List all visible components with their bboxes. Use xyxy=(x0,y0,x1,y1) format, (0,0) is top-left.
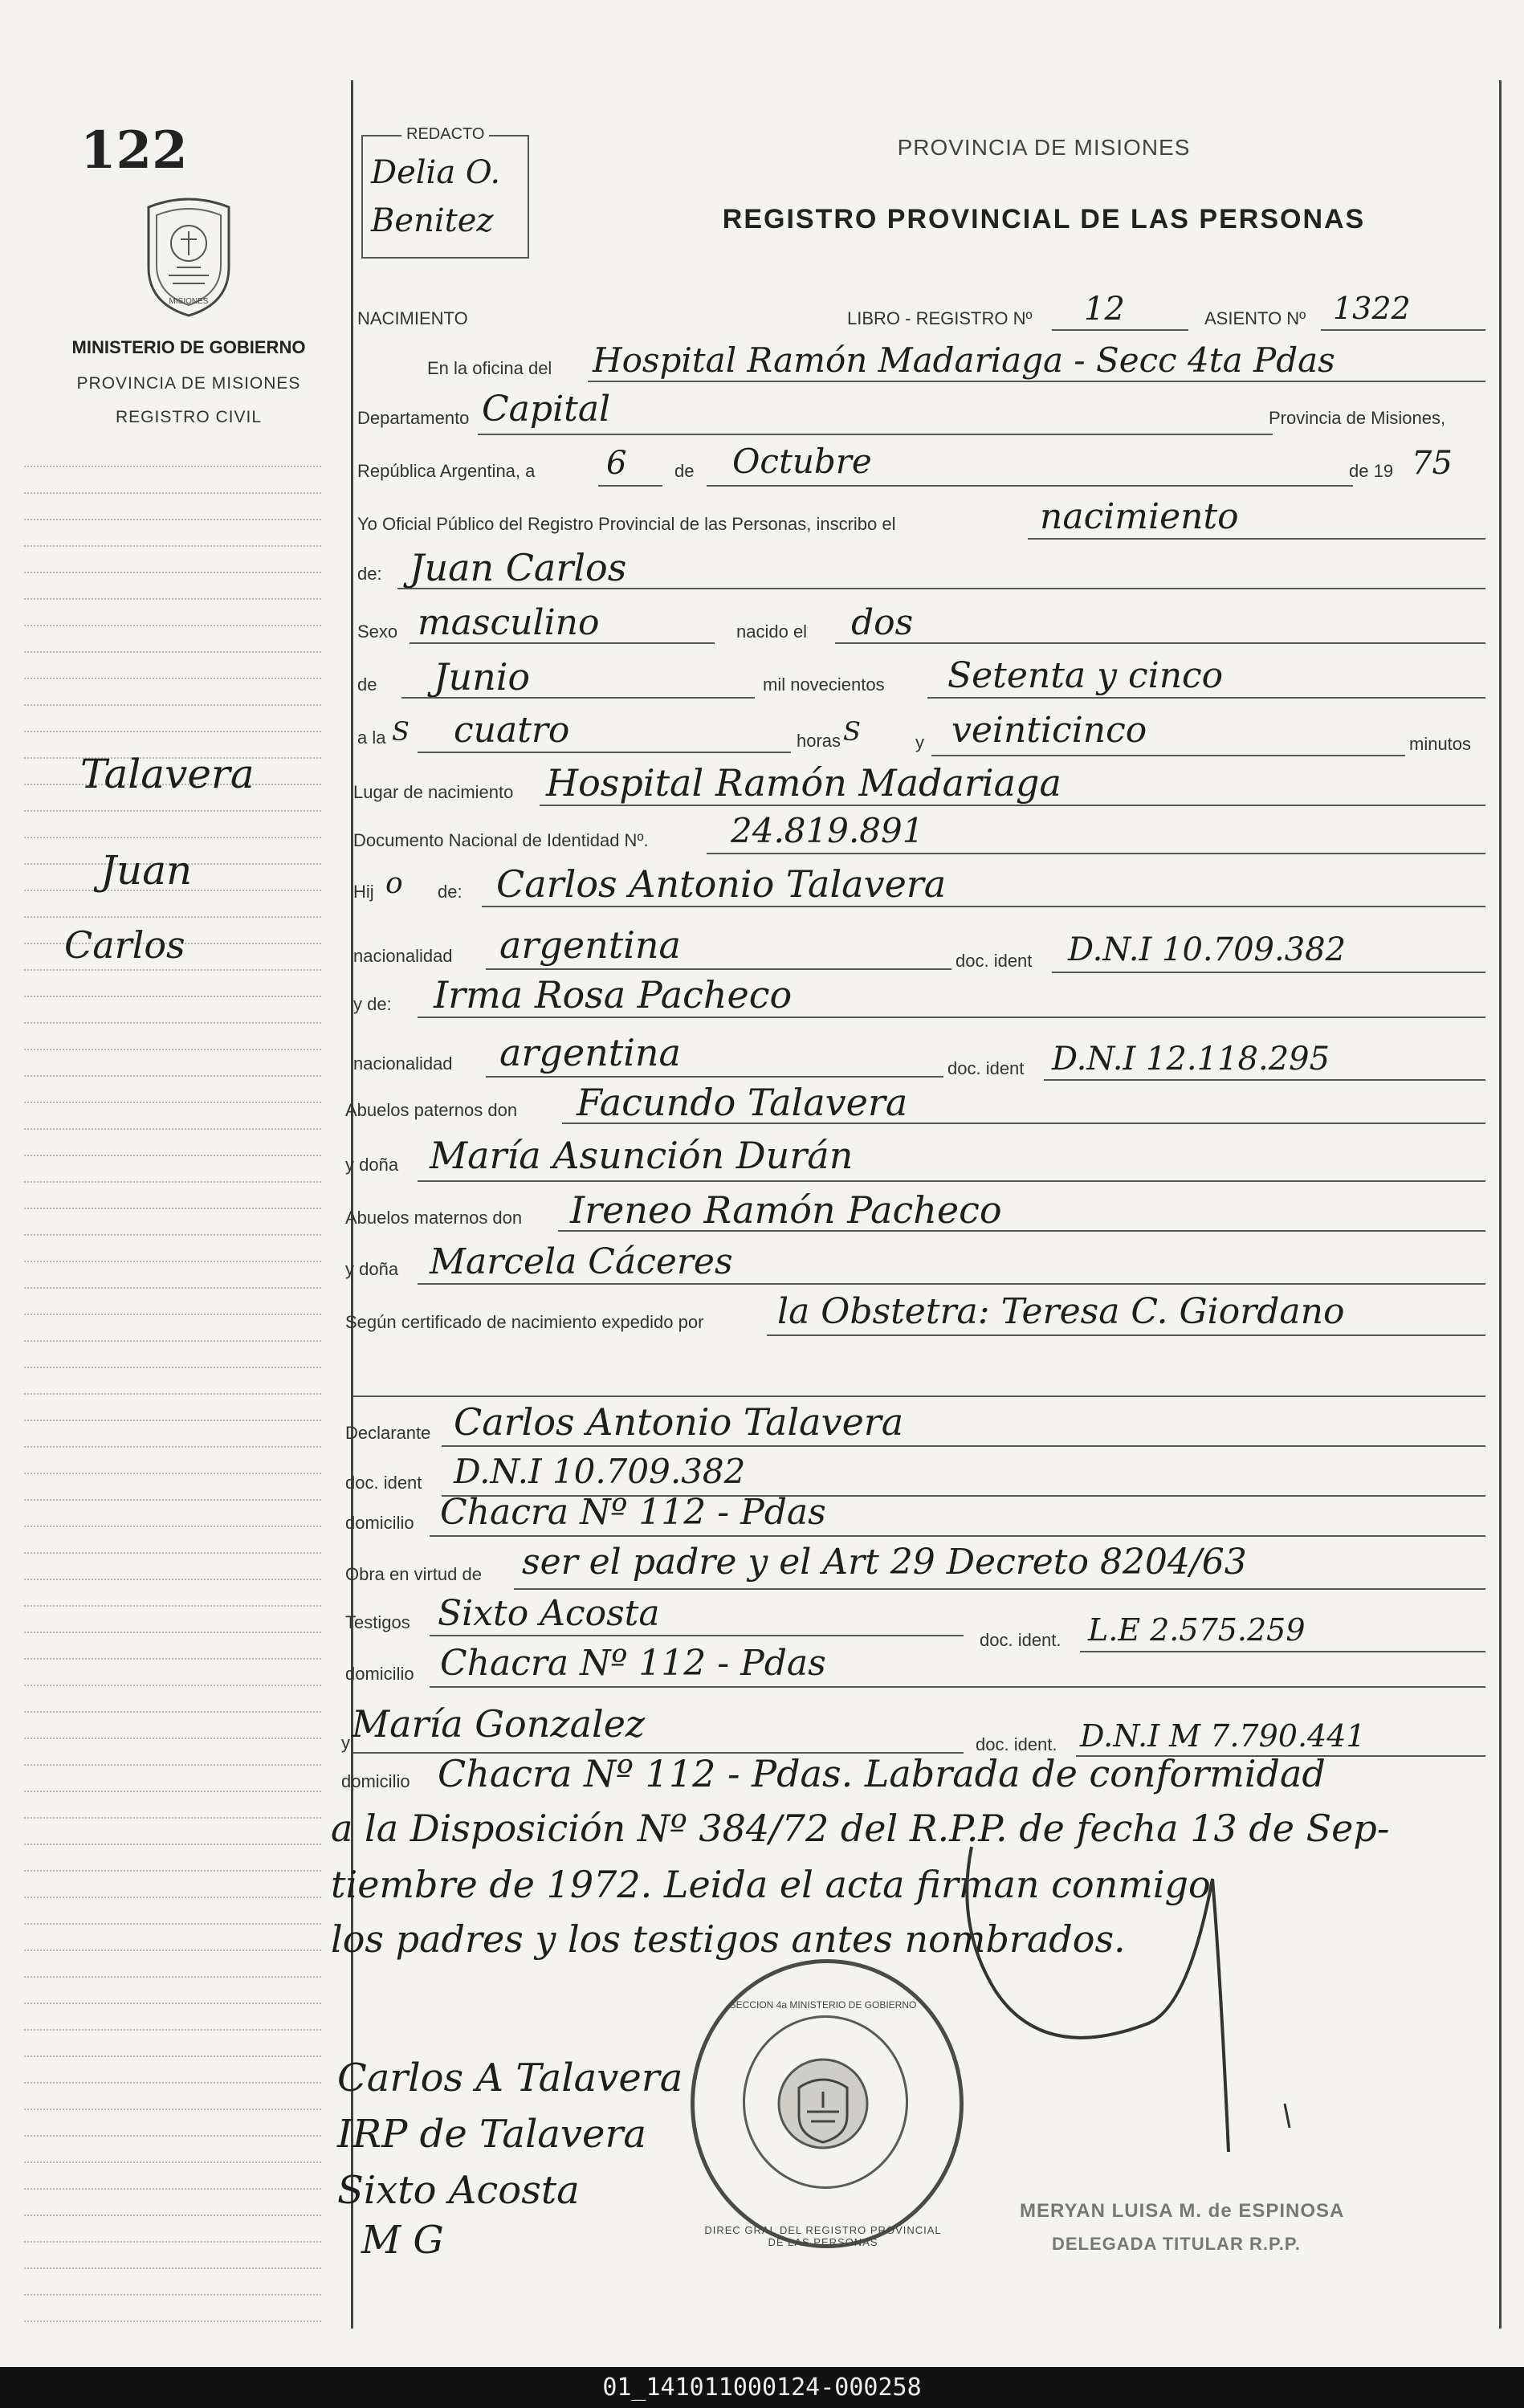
margin-rule xyxy=(24,1844,321,1846)
mil-line xyxy=(927,697,1485,699)
docident2-line xyxy=(1044,1079,1485,1081)
horas-label: horas xyxy=(797,731,841,751)
nac2-value: argentina xyxy=(499,1031,681,1074)
abuelos-pat-label: Abuelos paternos don xyxy=(345,1100,518,1120)
margin-rule xyxy=(24,996,321,998)
abuelos-pat-line xyxy=(562,1123,1485,1124)
dia-value: 6 xyxy=(606,445,627,482)
provincia-label: Provincia de Misiones, xyxy=(1269,408,1446,428)
horas-suffix: S xyxy=(843,716,861,747)
hijo-suffix: o xyxy=(385,867,403,900)
margin-rule xyxy=(24,1261,321,1263)
margin-line xyxy=(351,80,353,2329)
signature-witness1: Sixto Acosta xyxy=(337,2168,580,2213)
mes-line xyxy=(707,485,1353,487)
margin-rule xyxy=(24,1870,321,1872)
padre-value: Carlos Antonio Talavera xyxy=(496,862,947,906)
ydona2-label: y doña xyxy=(345,1259,399,1279)
oficial-line xyxy=(1028,538,1485,540)
docident3-label: doc. ident xyxy=(345,1473,422,1493)
margin-rule xyxy=(24,1075,321,1078)
padre-line xyxy=(482,906,1485,907)
margin-rule xyxy=(24,2320,321,2323)
horas-value: cuatro xyxy=(454,710,570,751)
domicilio1-label: domicilio xyxy=(345,1513,414,1533)
abuelos-mat-label: Abuelos maternos don xyxy=(345,1208,523,1228)
margin-rule xyxy=(24,1049,321,1051)
ydona2-value: Marcela Cáceres xyxy=(430,1241,733,1282)
cierre-line-1: Chacra Nº 112 - Pdas. Labrada de conformidad xyxy=(438,1752,1326,1795)
nac1-label: nacionalidad xyxy=(353,946,453,966)
libro-line xyxy=(1052,329,1188,331)
footer-id: 01_141011000124-000258 xyxy=(0,2367,1524,2408)
anio-value: 75 xyxy=(1412,445,1453,482)
margin-rule xyxy=(24,1817,321,1819)
declarante-label: Declarante xyxy=(345,1423,431,1443)
y-label: y xyxy=(915,732,924,752)
declarante-value: Carlos Antonio Talavera xyxy=(454,1400,904,1444)
margin-rule xyxy=(24,2135,321,2137)
certificado-value: la Obstetra: Teresa C. Giordano xyxy=(777,1291,1345,1332)
abuelos-mat-value: Ireneo Ramón Pacheco xyxy=(570,1188,1002,1232)
oficina-value: Hospital Ramón Madariaga - Secc 4ta Pdas xyxy=(593,340,1335,380)
ministry-registry: REGISTRO CIVIL xyxy=(115,408,263,426)
departamento-value: Capital xyxy=(482,389,611,430)
ydona1-value: María Asunción Durán xyxy=(430,1134,854,1177)
abuelos-mat-line xyxy=(558,1230,1485,1232)
redacto-label: REDACTO xyxy=(401,125,489,144)
ydona1-line xyxy=(418,1180,1485,1182)
margin-rule xyxy=(24,1579,321,1581)
right-edge-line xyxy=(1499,80,1502,2329)
dia-line xyxy=(598,485,662,487)
margin-note-name1: Juan xyxy=(100,847,193,894)
sexo-line xyxy=(410,642,715,644)
y2-label: y xyxy=(341,1733,350,1753)
margin-rule xyxy=(24,810,321,813)
de3-label: de xyxy=(357,674,377,695)
ala-suffix: S xyxy=(392,716,410,747)
mil-label: mil novecientos xyxy=(763,674,885,695)
documento-value: 24.819.891 xyxy=(731,811,924,850)
margin-rule xyxy=(24,1552,321,1554)
margin-rule xyxy=(24,625,321,627)
margin-rule xyxy=(24,2188,321,2190)
margin-rule xyxy=(24,2294,321,2296)
testigo1-line xyxy=(430,1635,964,1636)
margin-rule xyxy=(24,916,321,919)
certificado-line xyxy=(767,1334,1485,1336)
header-title: REGISTRO PROVINCIAL DE LAS PERSONAS xyxy=(722,204,1366,234)
margin-rule xyxy=(24,678,321,680)
margin-rule xyxy=(24,598,321,601)
margin-rule xyxy=(24,2082,321,2084)
redacto-name1: Delia O. xyxy=(371,154,501,191)
margin-rule xyxy=(24,837,321,839)
oficial-label: Yo Oficial Público del Registro Provincial de las Personas, inscribo el xyxy=(357,514,896,534)
mes-value: Octubre xyxy=(732,442,872,481)
departamento-line xyxy=(478,434,1273,435)
margin-rule xyxy=(24,1446,321,1448)
sexo-value: masculino xyxy=(418,602,600,643)
margin-rule xyxy=(24,969,321,972)
ala-label: a la xyxy=(357,727,386,748)
margin-rule xyxy=(24,1128,321,1131)
margin-rule xyxy=(24,1632,321,1634)
margin-rule xyxy=(24,492,321,495)
docident4-line xyxy=(1080,1651,1485,1652)
seal-inner-text: SECCION 4a MINISTERIO DE GOBIERNO xyxy=(729,1999,917,2011)
margin-rule xyxy=(24,519,321,521)
nac2-line xyxy=(486,1076,943,1078)
header-province: PROVINCIA DE MISIONES xyxy=(897,135,1191,160)
testigo2-value: María Gonzalez xyxy=(352,1702,646,1746)
docident5-label: doc. ident. xyxy=(976,1734,1057,1754)
margin-rule xyxy=(24,1102,321,1104)
domicilio2-value: Chacra Nº 112 - Pdas xyxy=(440,1643,826,1684)
cierre-line-3: tiembre de 1972. Leida el acta firman conmigo xyxy=(331,1863,1211,1906)
margin-rule xyxy=(24,2161,321,2164)
flourish-mark xyxy=(947,1831,1365,2168)
obra-label: Obra en virtud de xyxy=(345,1564,482,1584)
redacto-name2: Benitez xyxy=(371,202,494,239)
margin-rule xyxy=(24,1022,321,1025)
margin-rule xyxy=(24,1473,321,1475)
page-number: 122 xyxy=(80,120,188,181)
asiento-label: ASIENTO Nº xyxy=(1204,308,1306,328)
seal-text: DIREC GRAL DEL REGISTRO PROVINCIAL DE LAS PERSONAS xyxy=(704,2224,942,2248)
margin-rule xyxy=(24,1367,321,1369)
yde-label: y de: xyxy=(353,994,392,1014)
de2-label: de: xyxy=(357,564,382,584)
docident1-value: D.N.I 10.709.382 xyxy=(1068,931,1347,968)
margin-rule xyxy=(24,1950,321,1952)
margin-rule xyxy=(24,704,321,707)
mes-nac-line xyxy=(401,697,755,699)
margin-rule xyxy=(24,1738,321,1740)
margin-rule xyxy=(24,1976,321,1978)
minutos-value: veinticinco xyxy=(951,710,1147,751)
certificado-line-2 xyxy=(353,1395,1485,1397)
margin-note-surname: Talavera xyxy=(80,751,255,797)
departamento-label: Departamento xyxy=(357,408,470,428)
mil-value: Setenta y cinco xyxy=(947,655,1224,696)
lugar-value: Hospital Ramón Madariaga xyxy=(546,761,1062,805)
stamp-role: DELEGADA TITULAR R.P.P. xyxy=(1052,2234,1301,2254)
cierre-line-4: los padres y los testigos antes nombrados. xyxy=(331,1917,1126,1961)
margin-rule xyxy=(24,1791,321,1793)
mes-nac-value: Junio xyxy=(434,655,531,699)
signature-mother: IRP de Talavera xyxy=(337,2112,647,2157)
margin-rule xyxy=(24,1234,321,1237)
docident5-value: D.N.I M 7.790.441 xyxy=(1080,1718,1366,1754)
domicilio1-line xyxy=(430,1535,1485,1537)
ministry-province: PROVINCIA DE MISIONES xyxy=(76,374,301,393)
nacido-label: nacido el xyxy=(736,621,808,642)
margin-rule xyxy=(24,1314,321,1316)
declarante-line xyxy=(442,1445,1485,1447)
domicilio2-line xyxy=(430,1686,1485,1688)
nacido-value: dos xyxy=(851,602,914,643)
signature-witness2: M G xyxy=(361,2218,444,2263)
margin-rule xyxy=(24,1287,321,1290)
docident1-line xyxy=(1052,972,1485,973)
margin-rule xyxy=(24,1340,321,1343)
abuelos-pat-value: Facundo Talavera xyxy=(577,1081,908,1124)
nacimiento-label: NACIMIENTO xyxy=(357,308,468,328)
horas-line xyxy=(418,752,791,753)
certificado-label: Según certificado de nacimiento expedido por xyxy=(345,1312,704,1332)
cierre-line-2: a la Disposición Nº 384/72 del R.P.P. de fecha 13 de Sep- xyxy=(331,1807,1390,1850)
margin-rule xyxy=(24,1658,321,1660)
hijo-de-label: de: xyxy=(438,882,462,902)
margin-rule xyxy=(24,1923,321,1925)
madre-line xyxy=(418,1017,1485,1018)
margin-rule xyxy=(24,1499,321,1501)
margin-rule xyxy=(24,545,321,548)
margin-rule xyxy=(24,2267,321,2270)
nombre-value: Juan Carlos xyxy=(410,546,627,589)
testigos-label: Testigos xyxy=(345,1612,410,1632)
minutos-line xyxy=(931,755,1405,756)
margin-rule xyxy=(24,1393,321,1395)
docident4-value: L.E 2.575.259 xyxy=(1088,1612,1306,1648)
margin-rule xyxy=(24,1764,321,1766)
libro-value: 12 xyxy=(1084,291,1125,328)
margin-rule xyxy=(24,1685,321,1687)
domicilio3-label: domicilio xyxy=(341,1771,410,1791)
margin-rule xyxy=(24,572,321,574)
docident2-label: doc. ident xyxy=(947,1058,1025,1078)
minutos-label: minutos xyxy=(1409,734,1472,754)
nac1-line xyxy=(486,968,951,970)
oficina-line xyxy=(588,381,1485,382)
signature-father: Carlos A Talavera xyxy=(337,2056,683,2100)
obra-line xyxy=(514,1588,1485,1590)
docident4-label: doc. ident. xyxy=(980,1630,1062,1650)
margin-rule xyxy=(24,466,321,468)
coat-of-arms-label: MISIONES xyxy=(169,297,209,306)
seal-emblem-icon xyxy=(767,2047,879,2160)
margin-rule xyxy=(24,651,321,654)
anio-label: de 19 xyxy=(1349,461,1394,481)
margin-note-name2: Carlos xyxy=(64,923,185,967)
sexo-label: Sexo xyxy=(357,621,398,642)
docident2-value: D.N.I 12.118.295 xyxy=(1052,1041,1330,1078)
asiento-value: 1322 xyxy=(1333,291,1411,326)
margin-rule xyxy=(24,2056,321,2058)
ministry-title: MINISTERIO DE GOBIERNO xyxy=(71,337,306,357)
margin-rule xyxy=(24,1155,321,1157)
docident1-label: doc. ident xyxy=(956,951,1033,971)
domicilio1-value: Chacra Nº 112 - Pdas xyxy=(440,1492,826,1533)
testigo1-value: Sixto Acosta xyxy=(438,1593,660,1634)
libro-label: LIBRO - REGISTRO Nº xyxy=(847,308,1033,328)
ydona2-line xyxy=(418,1283,1485,1285)
hijo-label: Hij xyxy=(353,882,374,902)
madre-value: Irma Rosa Pacheco xyxy=(434,973,793,1017)
margin-rule xyxy=(24,2029,321,2031)
margin-rule xyxy=(24,1605,321,1607)
lugar-line xyxy=(540,805,1485,806)
margin-rule xyxy=(24,1526,321,1528)
docident3-value: D.N.I 10.709.382 xyxy=(454,1452,746,1491)
oficina-label: En la oficina del xyxy=(427,358,552,378)
republica-label: República Argentina, a xyxy=(357,461,536,481)
domicilio2-label: domicilio xyxy=(345,1664,414,1684)
margin-rule xyxy=(24,2109,321,2111)
margin-rule xyxy=(24,1181,321,1184)
oficial-value: nacimiento xyxy=(1040,496,1239,537)
margin-rule xyxy=(24,731,321,733)
obra-value: ser el padre y el Art 29 Decreto 8204/63 xyxy=(522,1542,1247,1583)
documento-label: Documento Nacional de Identidad Nº. xyxy=(353,830,649,850)
margin-rule xyxy=(24,1897,321,1899)
nombre-line xyxy=(397,588,1485,589)
margin-rule xyxy=(24,2241,321,2243)
asiento-line xyxy=(1321,329,1485,331)
ydona1-label: y doña xyxy=(345,1155,399,1175)
margin-rule xyxy=(24,2214,321,2217)
margin-rule xyxy=(24,1208,321,1210)
nac1-value: argentina xyxy=(499,923,681,967)
documento-line xyxy=(707,853,1485,854)
lugar-label: Lugar de nacimiento xyxy=(353,782,514,802)
nac2-label: nacionalidad xyxy=(353,1053,453,1074)
stamp-name: MERYAN LUISA M. de ESPINOSA xyxy=(1020,2200,1345,2222)
nacido-line xyxy=(835,642,1485,644)
margin-rule xyxy=(24,2003,321,2005)
margin-rule xyxy=(24,1711,321,1713)
margin-rule xyxy=(24,1420,321,1422)
de-label: de xyxy=(674,461,695,481)
